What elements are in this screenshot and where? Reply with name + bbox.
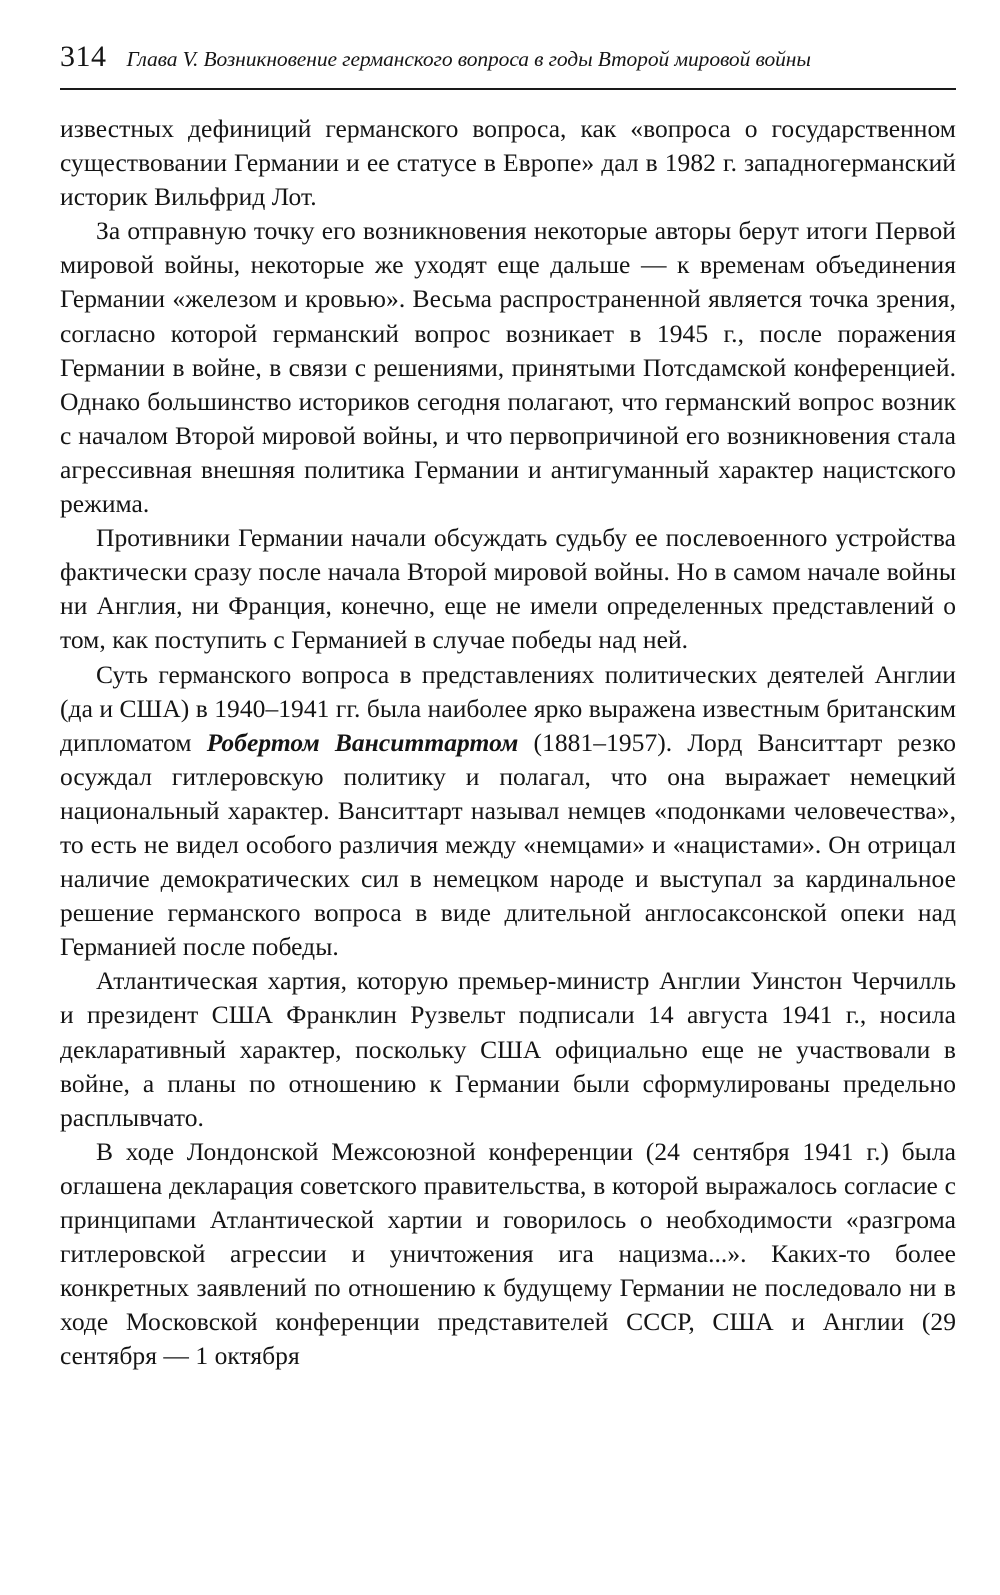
paragraph-5: Атлантическая хартия, которую премьер-министр Англии Уинстон Черчилль и президент США Франклин Рузвельт подписали 14 августа 1941 г., носила декларативный характер, поскольку США официально еще не участвовали в войне, а планы по отношению к Германии были сформулированы предельно расплывчато. xyxy=(60,966,956,1132)
paragraph-1-continued: известных дефиниций германского вопроса, как «вопроса о государственном существовании Германии и ее статусе в Европе» дал в 1982 г. западногерманский историк Вильфрид Лот. xyxy=(60,114,956,212)
paragraph-4-text-before: Суть германского вопроса в представлениях политических деятелей Англии (да и США) в 1940–1941 гг. была наиболее ярко выражена известным британским дипломатом xyxy=(60,659,957,757)
book-page xyxy=(60,40,956,1373)
emphasized-name: Робертом Ванситтартом xyxy=(206,727,519,757)
body-text xyxy=(60,112,956,1373)
running-header xyxy=(60,40,956,90)
paragraph-4 xyxy=(60,658,956,965)
chapter-title: Глава V. Возникновение германского вопроса в годы Второй мировой войны xyxy=(126,47,811,71)
paragraph-3: Противники Германии начали обсуждать судьбу ее послевоенного устройства фактически сразу после начала Второй мировой войны. Но в самом начале войны ни Англия, ни Франция, конечно, еще не имели определенных представлений о том, как поступить с Германией в случае победы над ней. xyxy=(60,523,956,655)
paragraph-4-text-after: (1881–1957). Лорд Ванситтарт резко осуждал гитлеровскую политику и полагал, что она выражает немецкий национальный характер. Ванситтарт называл немцев «подонками человечества», то есть не видел особого различия между «немцами» и «нацистами». Он отрицал наличие демократических сил в немецком народе и выступал за кардинальное решение германского вопроса в виде длительной англосаксонской опеки над Германией после победы. xyxy=(60,727,957,962)
paragraph-6: В ходе Лондонской Межсоюзной конференции (24 сентября 1941 г.) была оглашена декларация советского правительства, в которой выражалось согласие с принципами Атлантической хартии и говорилось о необходимости «разгрома гитлеровской агрессии и уничтожения ига нацизма...». Каких-то более конкретных заявлений по отношению к будущему Германии не последовало ни в ходе Московской конференции представителей СССР, США и Англии (29 сентября — 1 октября xyxy=(60,1136,956,1371)
paragraph-2: За отправную точку его возникновения некоторые авторы берут итоги Первой мировой войны, некоторые же уходят еще дальше — к временам объединения Германии «железом и кровью». Весьма распространенной является точка зрения, согласно которой германский вопрос возникает в 1945 г., после поражения Германии в войне, в связи с решениями, принятыми Потсдамской конференцией. Однако большинство историков сегодня полагают, что германский вопрос возник с началом Второй мировой войны, и что первопричиной его возникновения стала агрессивная внешняя политика Германии и антигуманный характер нацистского режима. xyxy=(60,216,956,519)
page-number: 314 xyxy=(60,40,107,73)
